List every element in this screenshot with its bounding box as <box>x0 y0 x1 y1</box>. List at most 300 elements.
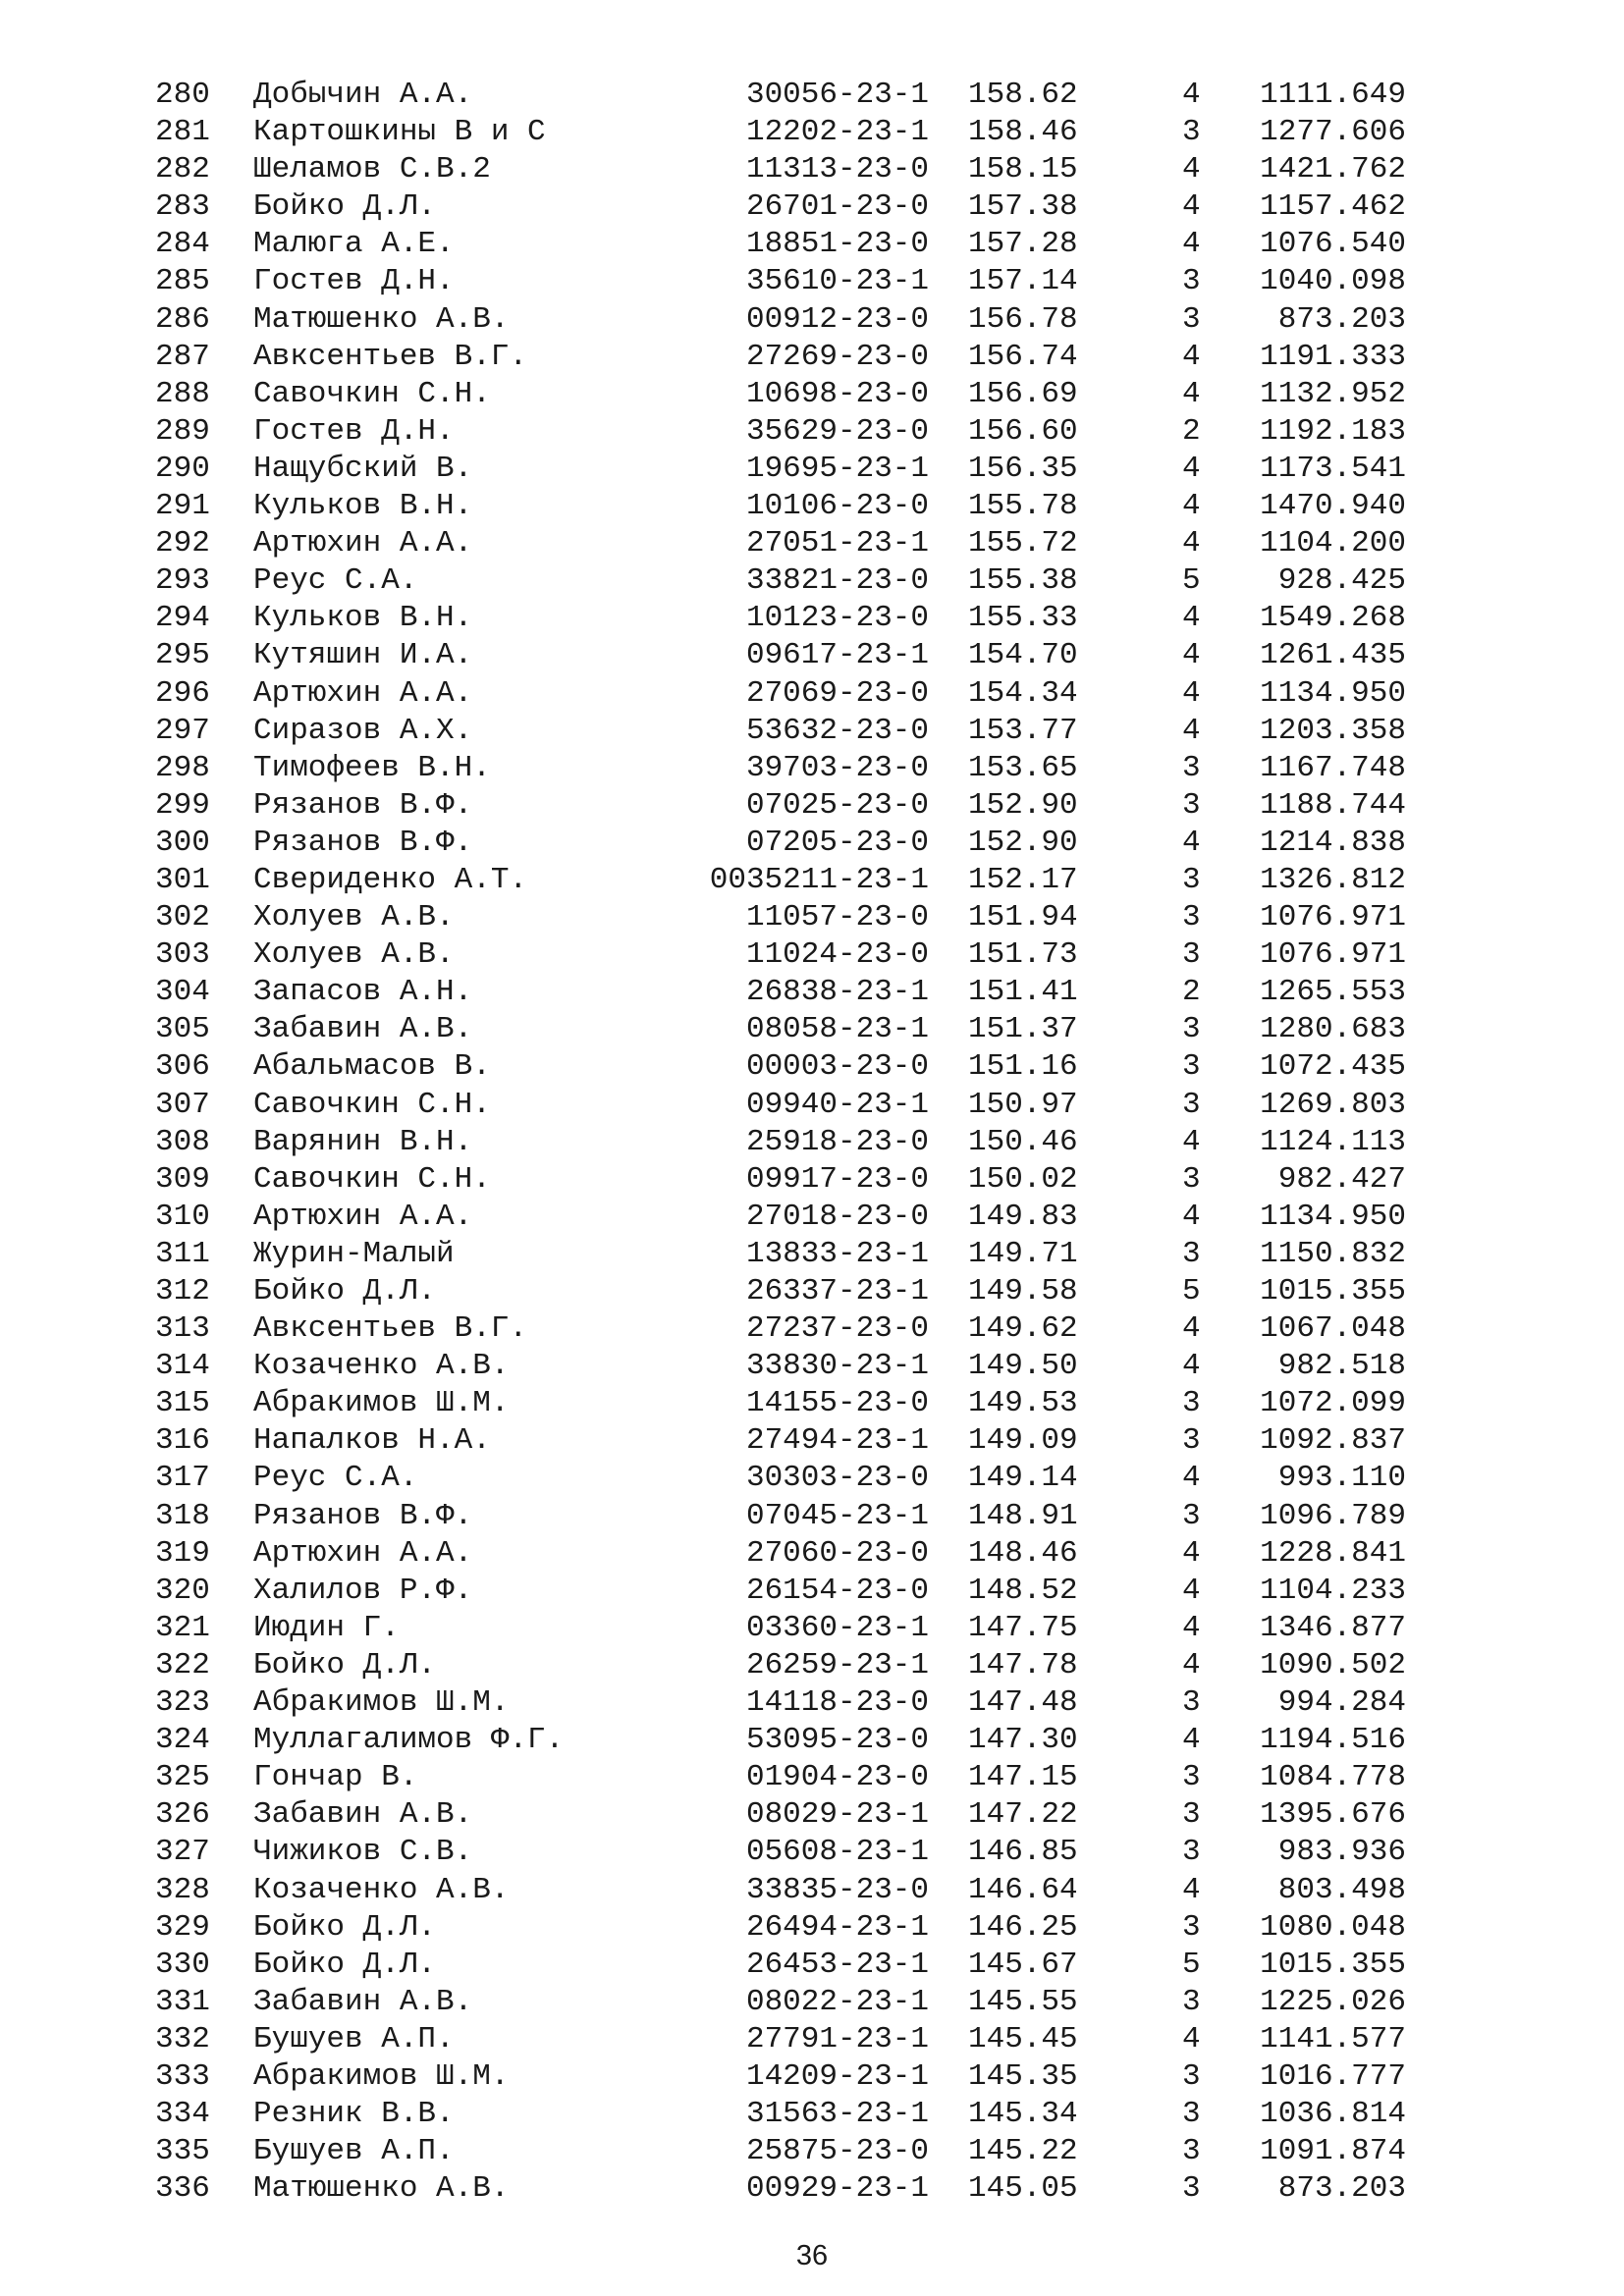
score-cell: 145.22 <box>968 2134 1078 2169</box>
table-row <box>0 1310 1624 1348</box>
ring-code-cell: 09940-23-1 <box>745 1087 929 1122</box>
count-cell: 4 <box>1182 152 1201 187</box>
value-cell: 1214.838 <box>1260 825 1406 860</box>
owner-name-cell: Абальмасов В. <box>253 1049 491 1085</box>
rank-cell: 332 <box>155 2021 210 2056</box>
value-cell: 982.518 <box>1277 1349 1406 1384</box>
owner-name-cell: Бойко Д.Л. <box>253 1274 437 1308</box>
ring-code-cell: 11024-23-0 <box>745 937 929 973</box>
count-cell: 4 <box>1182 1311 1201 1347</box>
rank-cell: 287 <box>155 339 210 374</box>
table-row <box>0 1087 1624 1124</box>
count-cell: 5 <box>1182 1274 1201 1308</box>
rank-cell: 292 <box>155 526 210 561</box>
score-cell: 148.91 <box>968 1498 1078 1533</box>
score-cell: 150.02 <box>968 1161 1078 1197</box>
count-cell: 3 <box>1182 2058 1201 2094</box>
rank-cell: 302 <box>155 900 210 935</box>
value-cell: 1549.268 <box>1260 601 1406 636</box>
value-cell: 1167.748 <box>1260 750 1406 785</box>
rank-cell: 290 <box>155 451 210 486</box>
table-row <box>0 862 1624 899</box>
rank-cell: 330 <box>155 1947 210 1982</box>
count-cell: 4 <box>1182 675 1201 711</box>
rank-cell: 308 <box>155 1124 210 1159</box>
table-row <box>0 188 1624 226</box>
value-cell: 1076.540 <box>1260 227 1406 262</box>
score-cell: 155.33 <box>968 601 1078 636</box>
table-row <box>0 1909 1624 1947</box>
count-cell: 3 <box>1182 1012 1201 1047</box>
value-cell: 1111.649 <box>1260 78 1406 112</box>
owner-name-cell: Бойко Д.Л. <box>253 189 437 225</box>
ring-code-cell: 10698-23-0 <box>745 376 929 411</box>
value-cell: 1203.358 <box>1260 713 1406 748</box>
table-row <box>0 1684 1624 1722</box>
ring-code-cell: 27018-23-0 <box>745 1199 929 1234</box>
count-cell: 4 <box>1182 1610 1201 1645</box>
count-cell: 3 <box>1182 264 1201 299</box>
table-row <box>0 1722 1624 1759</box>
page-number: 36 <box>795 2240 829 2271</box>
rank-cell: 282 <box>155 152 210 187</box>
ring-code-cell: 33830-23-1 <box>745 1349 929 1384</box>
score-cell: 158.15 <box>968 152 1078 187</box>
rank-cell: 298 <box>155 750 210 785</box>
ring-code-cell: 27791-23-1 <box>745 2021 929 2056</box>
owner-name-cell: Рязанов В.Ф. <box>253 787 473 823</box>
count-cell: 4 <box>1182 451 1201 486</box>
count-cell: 3 <box>1182 1161 1201 1197</box>
score-cell: 151.41 <box>968 975 1078 1010</box>
ring-code-cell: 11313-23-0 <box>745 152 929 187</box>
score-cell: 152.90 <box>968 825 1078 860</box>
owner-name-cell: Бушуев А.П. <box>253 2134 455 2169</box>
count-cell: 3 <box>1182 750 1201 785</box>
score-cell: 153.77 <box>968 713 1078 748</box>
owner-name-cell: Козаченко А.В. <box>253 1349 510 1384</box>
table-row <box>0 1535 1624 1573</box>
score-cell: 149.14 <box>968 1461 1078 1496</box>
score-cell: 149.83 <box>968 1199 1078 1234</box>
count-cell: 4 <box>1182 227 1201 262</box>
table-row <box>0 974 1624 1011</box>
count-cell: 4 <box>1182 489 1201 524</box>
count-cell: 4 <box>1182 78 1201 112</box>
rank-cell: 286 <box>155 301 210 337</box>
rank-cell: 305 <box>155 1012 210 1047</box>
rank-cell: 329 <box>155 1909 210 1945</box>
ring-code-cell: 25875-23-0 <box>745 2134 929 2169</box>
rank-cell: 334 <box>155 2097 210 2132</box>
ring-code-cell: 18851-23-0 <box>745 227 929 262</box>
rank-cell: 312 <box>155 1274 210 1308</box>
ring-code-cell: 26701-23-0 <box>745 189 929 225</box>
value-cell: 1269.803 <box>1260 1087 1406 1122</box>
owner-name-cell: Забавин А.В. <box>253 1797 473 1833</box>
rank-cell: 335 <box>155 2134 210 2169</box>
value-cell: 1470.940 <box>1260 489 1406 524</box>
value-cell: 1346.877 <box>1260 1610 1406 1645</box>
ring-code-cell: 27494-23-1 <box>745 1423 929 1459</box>
owner-name-cell: Муллагалимов Ф.Г. <box>253 1723 565 1758</box>
owner-name-cell: Абракимов Ш.М. <box>253 1685 510 1721</box>
score-cell: 145.35 <box>968 2058 1078 2094</box>
ring-code-cell: 53632-23-0 <box>745 713 929 748</box>
count-cell: 3 <box>1182 115 1201 150</box>
value-cell: 1092.837 <box>1260 1423 1406 1459</box>
owner-name-cell: Свериденко А.Т. <box>253 862 528 897</box>
table-row <box>0 1647 1624 1684</box>
count-cell: 3 <box>1182 1797 1201 1833</box>
owner-name-cell: Кутяшин И.А. <box>253 638 473 673</box>
rank-cell: 333 <box>155 2058 210 2094</box>
rank-cell: 281 <box>155 115 210 150</box>
owner-name-cell: Июдин Г. <box>253 1610 400 1645</box>
rank-cell: 303 <box>155 937 210 973</box>
count-cell: 4 <box>1182 825 1201 860</box>
owner-name-cell: Савочкин С.Н. <box>253 1087 491 1122</box>
count-cell: 4 <box>1182 1647 1201 1682</box>
value-cell: 1072.435 <box>1260 1049 1406 1085</box>
table-row <box>0 2170 1624 2208</box>
rank-cell: 318 <box>155 1498 210 1533</box>
value-cell: 1076.971 <box>1260 900 1406 935</box>
table-row <box>0 339 1624 376</box>
owner-name-cell: Нащубский В. <box>253 451 473 486</box>
ring-code-cell: 26494-23-1 <box>745 1909 929 1945</box>
value-cell: 1072.099 <box>1260 1386 1406 1421</box>
table-row <box>0 600 1624 637</box>
value-cell: 1090.502 <box>1260 1647 1406 1682</box>
owner-name-cell: Реус С.А. <box>253 563 418 599</box>
score-cell: 149.71 <box>968 1236 1078 1271</box>
value-cell: 1150.832 <box>1260 1236 1406 1271</box>
ring-code-cell: 01904-23-0 <box>745 1760 929 1795</box>
owner-name-cell: Савочкин С.Н. <box>253 1161 491 1197</box>
score-cell: 152.90 <box>968 787 1078 823</box>
table-row <box>0 151 1624 188</box>
table-row <box>0 1460 1624 1497</box>
ring-code-cell: 08058-23-1 <box>745 1012 929 1047</box>
count-cell: 4 <box>1182 1349 1201 1384</box>
count-cell: 3 <box>1182 1386 1201 1421</box>
table-row <box>0 787 1624 825</box>
rank-cell: 324 <box>155 1723 210 1758</box>
owner-name-cell: Варянин В.Н. <box>253 1124 473 1159</box>
rank-cell: 320 <box>155 1573 210 1608</box>
ring-code-cell: 26453-23-1 <box>745 1947 929 1982</box>
owner-name-cell: Бойко Д.Л. <box>253 1909 437 1945</box>
table-row <box>0 1834 1624 1871</box>
ring-code-cell: 07025-23-0 <box>745 787 929 823</box>
table-row <box>0 488 1624 525</box>
ring-code-cell: 09917-23-0 <box>745 1161 929 1197</box>
rank-cell: 328 <box>155 1872 210 1907</box>
owner-name-cell: Артюхин А.А. <box>253 1199 473 1234</box>
value-cell: 1188.744 <box>1260 787 1406 823</box>
rank-cell: 288 <box>155 376 210 411</box>
score-cell: 147.30 <box>968 1723 1078 1758</box>
rank-cell: 310 <box>155 1199 210 1234</box>
ring-code-cell: 11057-23-0 <box>745 900 929 935</box>
count-cell: 4 <box>1182 1872 1201 1907</box>
owner-name-cell: Напалков Н.А. <box>253 1423 491 1459</box>
owner-name-cell: Рязанов В.Ф. <box>253 1498 473 1533</box>
count-cell: 3 <box>1182 2171 1201 2207</box>
rank-cell: 280 <box>155 78 210 112</box>
rank-cell: 317 <box>155 1461 210 1496</box>
owner-name-cell: Артюхин А.А. <box>253 526 473 561</box>
ring-code-cell: 10106-23-0 <box>745 489 929 524</box>
count-cell: 5 <box>1182 1947 1201 1982</box>
count-cell: 4 <box>1182 1461 1201 1496</box>
rank-cell: 304 <box>155 975 210 1010</box>
value-cell: 873.203 <box>1277 301 1406 337</box>
count-cell: 5 <box>1182 563 1201 599</box>
table-row <box>0 2096 1624 2133</box>
table-row <box>0 1385 1624 1422</box>
score-cell: 151.16 <box>968 1049 1078 1085</box>
owner-name-cell: Бойко Д.Л. <box>253 1647 437 1682</box>
value-cell: 993.110 <box>1277 1461 1406 1496</box>
owner-name-cell: Реус С.А. <box>253 1461 418 1496</box>
value-cell: 1261.435 <box>1260 638 1406 673</box>
rank-cell: 325 <box>155 1760 210 1795</box>
score-cell: 156.35 <box>968 451 1078 486</box>
table-row <box>0 1796 1624 1834</box>
rank-cell: 299 <box>155 787 210 823</box>
score-cell: 147.48 <box>968 1685 1078 1721</box>
ring-code-cell: 0035211-23-1 <box>709 862 929 897</box>
owner-name-cell: Резник В.В. <box>253 2097 455 2132</box>
count-cell: 4 <box>1182 526 1201 561</box>
value-cell: 873.203 <box>1277 2171 1406 2207</box>
value-cell: 803.498 <box>1277 1872 1406 1907</box>
ring-code-cell: 27060-23-0 <box>745 1535 929 1571</box>
table-row <box>0 2058 1624 2096</box>
table-row <box>0 1872 1624 1909</box>
table-row <box>0 1610 1624 1647</box>
count-cell: 3 <box>1182 1685 1201 1721</box>
value-cell: 1036.814 <box>1260 2097 1406 2132</box>
owner-name-cell: Абракимов Ш.М. <box>253 2058 510 2094</box>
owner-name-cell: Шеламов С.В.2 <box>253 152 491 187</box>
owner-name-cell: Халилов Р.Ф. <box>253 1573 473 1608</box>
score-cell: 149.09 <box>968 1423 1078 1459</box>
rank-cell: 316 <box>155 1423 210 1459</box>
owner-name-cell: Кульков В.Н. <box>253 489 473 524</box>
count-cell: 2 <box>1182 975 1201 1010</box>
score-cell: 152.17 <box>968 862 1078 897</box>
value-cell: 1104.233 <box>1260 1573 1406 1608</box>
value-cell: 1173.541 <box>1260 451 1406 486</box>
owner-name-cell: Холуев А.В. <box>253 937 455 973</box>
ring-code-cell: 26337-23-1 <box>745 1274 929 1308</box>
owner-name-cell: Абракимов Ш.М. <box>253 1386 510 1421</box>
rank-cell: 295 <box>155 638 210 673</box>
rank-cell: 294 <box>155 601 210 636</box>
score-cell: 151.94 <box>968 900 1078 935</box>
count-cell: 3 <box>1182 2097 1201 2132</box>
owner-name-cell: Козаченко А.В. <box>253 1872 510 1907</box>
owner-name-cell: Бушуев А.П. <box>253 2021 455 2056</box>
ring-code-cell: 08029-23-1 <box>745 1797 929 1833</box>
value-cell: 1395.676 <box>1260 1797 1406 1833</box>
count-cell: 4 <box>1182 2021 1201 2056</box>
rank-cell: 283 <box>155 189 210 225</box>
rank-cell: 323 <box>155 1685 210 1721</box>
count-cell: 4 <box>1182 1535 1201 1571</box>
count-cell: 3 <box>1182 787 1201 823</box>
value-cell: 1326.812 <box>1260 862 1406 897</box>
count-cell: 3 <box>1182 2134 1201 2169</box>
owner-name-cell: Матюшенко А.В. <box>253 2171 510 2207</box>
table-row <box>0 1048 1624 1086</box>
value-cell: 1265.553 <box>1260 975 1406 1010</box>
score-cell: 147.78 <box>968 1647 1078 1682</box>
score-cell: 145.45 <box>968 2021 1078 2056</box>
ring-code-cell: 19695-23-1 <box>745 451 929 486</box>
rank-cell: 315 <box>155 1386 210 1421</box>
value-cell: 982.427 <box>1277 1161 1406 1197</box>
rank-cell: 322 <box>155 1647 210 1682</box>
rank-cell: 331 <box>155 1984 210 2019</box>
ring-code-cell: 00003-23-0 <box>745 1049 929 1085</box>
rank-cell: 307 <box>155 1087 210 1122</box>
rank-cell: 306 <box>155 1049 210 1085</box>
score-cell: 145.55 <box>968 1984 1078 2019</box>
rank-cell: 309 <box>155 1161 210 1197</box>
ring-code-cell: 27237-23-0 <box>745 1311 929 1347</box>
value-cell: 1104.200 <box>1260 526 1406 561</box>
value-cell: 1225.026 <box>1260 1984 1406 2019</box>
table-row <box>0 1498 1624 1535</box>
rank-cell: 327 <box>155 1835 210 1870</box>
value-cell: 1277.606 <box>1260 115 1406 150</box>
score-cell: 158.46 <box>968 115 1078 150</box>
owner-name-cell: Авксентьев В.Г. <box>253 339 528 374</box>
value-cell: 983.936 <box>1277 1835 1406 1870</box>
value-cell: 1194.516 <box>1260 1723 1406 1758</box>
table-row <box>0 2021 1624 2058</box>
value-cell: 1421.762 <box>1260 152 1406 187</box>
value-cell: 1040.098 <box>1260 264 1406 299</box>
value-cell: 1141.577 <box>1260 2021 1406 2056</box>
table-row <box>0 525 1624 562</box>
owner-name-cell: Добычин А.А. <box>253 78 473 112</box>
value-cell: 1280.683 <box>1260 1012 1406 1047</box>
table-row <box>0 713 1624 750</box>
ring-code-cell: 14209-23-1 <box>745 2058 929 2094</box>
count-cell: 4 <box>1182 339 1201 374</box>
table-row <box>0 825 1624 862</box>
table-row <box>0 675 1624 713</box>
table-row <box>0 1984 1624 2021</box>
owner-name-cell: Бойко Д.Л. <box>253 1947 437 1982</box>
count-cell: 3 <box>1182 1835 1201 1870</box>
table-row <box>0 1236 1624 1273</box>
owner-name-cell: Кульков В.Н. <box>253 601 473 636</box>
score-cell: 154.70 <box>968 638 1078 673</box>
score-cell: 157.28 <box>968 227 1078 262</box>
count-cell: 3 <box>1182 1760 1201 1795</box>
rank-cell: 326 <box>155 1797 210 1833</box>
rank-cell: 285 <box>155 264 210 299</box>
owner-name-cell: Чижиков С.В. <box>253 1835 473 1870</box>
table-row <box>0 899 1624 936</box>
score-cell: 153.65 <box>968 750 1078 785</box>
table-row <box>0 301 1624 339</box>
count-cell: 4 <box>1182 1573 1201 1608</box>
owner-name-cell: Забавин А.В. <box>253 1984 473 2019</box>
ring-code-cell: 03360-23-1 <box>745 1610 929 1645</box>
score-cell: 146.85 <box>968 1835 1078 1870</box>
score-cell: 156.78 <box>968 301 1078 337</box>
table-row <box>0 77 1624 114</box>
ring-code-cell: 35629-23-0 <box>745 413 929 449</box>
table-row <box>0 562 1624 600</box>
owner-name-cell: Гостев Д.Н. <box>253 413 455 449</box>
owner-name-cell: Савочкин С.Н. <box>253 376 491 411</box>
value-cell: 1192.183 <box>1260 413 1406 449</box>
owner-name-cell: Гостев Д.Н. <box>253 264 455 299</box>
value-cell: 1016.777 <box>1260 2058 1406 2094</box>
table-row <box>0 263 1624 300</box>
score-cell: 149.53 <box>968 1386 1078 1421</box>
score-cell: 157.14 <box>968 264 1078 299</box>
value-cell: 1157.462 <box>1260 189 1406 225</box>
table-row <box>0 1947 1624 1984</box>
score-cell: 151.37 <box>968 1012 1078 1047</box>
value-cell: 1080.048 <box>1260 1909 1406 1945</box>
count-cell: 4 <box>1182 1199 1201 1234</box>
owner-name-cell: Гончар В. <box>253 1760 418 1795</box>
owner-name-cell: Запасов А.Н. <box>253 975 473 1010</box>
score-cell: 149.62 <box>968 1311 1078 1347</box>
score-cell: 158.62 <box>968 78 1078 112</box>
owner-name-cell: Картошкины В и С <box>253 115 546 150</box>
score-cell: 150.97 <box>968 1087 1078 1122</box>
value-cell: 1124.113 <box>1260 1124 1406 1159</box>
count-cell: 4 <box>1182 1723 1201 1758</box>
rank-cell: 297 <box>155 713 210 748</box>
table-row <box>0 936 1624 974</box>
ring-code-cell: 07205-23-0 <box>745 825 929 860</box>
owner-name-cell: Малюга А.Е. <box>253 227 455 262</box>
table-row <box>0 1161 1624 1199</box>
table-row <box>0 1273 1624 1310</box>
ring-code-cell: 00929-23-1 <box>745 2171 929 2207</box>
ring-code-cell: 12202-23-1 <box>745 115 929 150</box>
score-cell: 156.60 <box>968 413 1078 449</box>
score-cell: 146.64 <box>968 1872 1078 1907</box>
score-cell: 149.58 <box>968 1274 1078 1308</box>
score-cell: 147.22 <box>968 1797 1078 1833</box>
ring-code-cell: 26259-23-1 <box>745 1647 929 1682</box>
owner-name-cell: Сиразов А.Х. <box>253 713 473 748</box>
score-cell: 155.38 <box>968 563 1078 599</box>
rank-cell: 293 <box>155 563 210 599</box>
count-cell: 4 <box>1182 601 1201 636</box>
ring-code-cell: 31563-23-1 <box>745 2097 929 2132</box>
rank-cell: 321 <box>155 1610 210 1645</box>
value-cell: 1084.778 <box>1260 1760 1406 1795</box>
rank-cell: 311 <box>155 1236 210 1271</box>
score-cell: 155.78 <box>968 489 1078 524</box>
value-cell: 994.284 <box>1277 1685 1406 1721</box>
rank-cell: 291 <box>155 489 210 524</box>
